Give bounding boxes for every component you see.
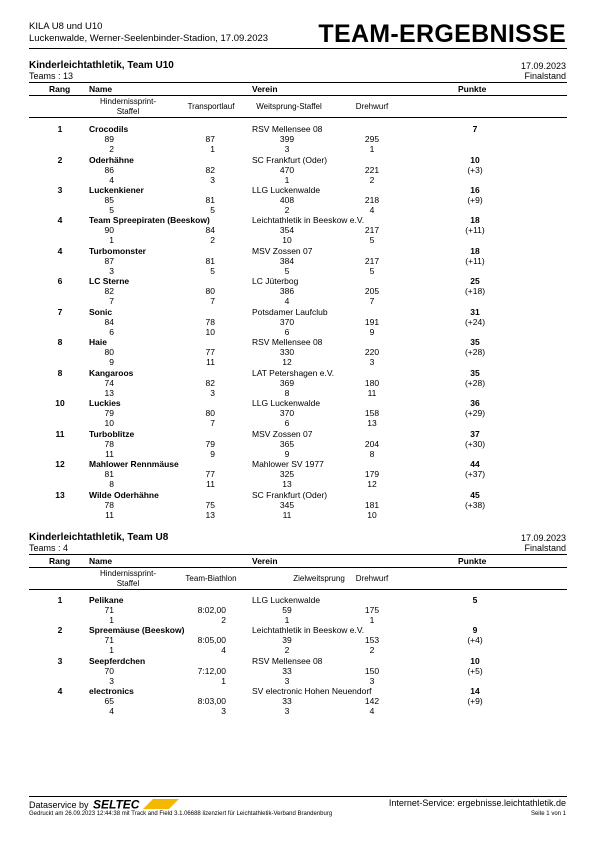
u10-section-title: Kinderleichtathletik, Team U10: [29, 60, 174, 71]
points-delta: (+5): [467, 666, 483, 676]
value-hindernissprint: 90: [104, 225, 114, 235]
rank: 3: [57, 656, 63, 666]
value-hindernissprint: 78: [104, 500, 114, 510]
place-transportlauf: 11: [206, 479, 215, 489]
value-drehwurf: 180: [364, 378, 380, 388]
place-transportlauf: 7: [210, 418, 215, 428]
value-drehwurf: 191: [364, 317, 380, 327]
place-drehwurf: 3: [369, 357, 375, 367]
place-transportlauf: 9: [210, 449, 215, 459]
place-drehwurf: 7: [369, 296, 375, 306]
team-name: Sonic: [89, 307, 113, 317]
value-hindernissprint: 70: [104, 666, 114, 676]
page-title: TEAM-ERGEBNISSE: [318, 20, 566, 48]
u8-col-name: Name: [89, 556, 113, 566]
club-name: Leichtathletik in Beeskow e.V.: [252, 625, 365, 635]
value-transportlauf: 80: [205, 286, 215, 296]
place-drehwurf: 10: [367, 510, 377, 520]
place-weitsprung: 3: [284, 144, 290, 154]
team-name: Team Spreepiraten (Beeskow): [89, 215, 210, 225]
internet-service-link[interactable]: Internet-Service: ergebnisse.leichtathletik.de: [388, 798, 566, 808]
value-transportlauf: 75: [205, 500, 215, 510]
club-name: SV electronic Hohen Neuendorf: [252, 686, 372, 696]
place-hindernissprint: 9: [109, 357, 114, 367]
place-transportlauf: 2: [210, 235, 215, 245]
rank: 3: [57, 185, 63, 195]
place-transportlauf: 11: [206, 357, 215, 367]
place-weitsprung: 12: [282, 357, 292, 367]
seltec-logo-swoosh: [143, 799, 179, 809]
value-transportlauf: 77: [205, 347, 215, 357]
place-hindernissprint: 3: [109, 266, 114, 276]
place-drehwurf: 12: [367, 479, 377, 489]
club-name: LLG Luckenwalde: [252, 185, 321, 195]
place-weitsprung: 1: [284, 175, 290, 185]
place-weitsprung: 11: [282, 510, 292, 520]
rank: 2: [57, 625, 63, 635]
u10-col-rang: Rang: [49, 84, 71, 94]
club-name: Potsdamer Laufclub: [252, 307, 328, 317]
place-hindernissprint: 1: [109, 235, 114, 245]
value-transportlauf: 78: [205, 317, 215, 327]
header-divider: [29, 48, 567, 49]
value-drehwurf: 217: [364, 256, 380, 266]
value-transportlauf: 87: [205, 134, 215, 144]
value-drehwurf: 295: [364, 134, 380, 144]
place-drehwurf: 2: [369, 175, 375, 185]
u8-subhdr-hindernissprint: Hindernissprint- Staffel: [99, 569, 157, 588]
u10-table-top-border: [29, 82, 567, 83]
u8-section-date: 17.09.2023: [520, 533, 566, 543]
value-hindernissprint: 78: [104, 439, 114, 449]
points-delta: (+18): [464, 286, 486, 296]
value-hindernissprint: 79: [104, 408, 114, 418]
value-hindernissprint: 71: [104, 635, 114, 645]
place-transportlauf: 7: [210, 296, 215, 306]
place-hindernissprint: 5: [109, 205, 114, 215]
place-weitsprung: 4: [284, 296, 290, 306]
points-delta: (+38): [464, 500, 486, 510]
value-hindernissprint: 87: [104, 256, 114, 266]
value-drehwurf: 158: [364, 408, 380, 418]
place-drehwurf: 2: [369, 645, 375, 655]
value-weitsprung: 345: [279, 500, 295, 510]
points: 10: [470, 656, 480, 666]
dataservice-label: Dataservice by: [29, 800, 89, 810]
place-drehwurf: 9: [369, 327, 375, 337]
team-name: LC Sterne: [89, 276, 130, 286]
place-drehwurf: 13: [367, 418, 377, 428]
value-hindernissprint: 71: [104, 605, 114, 615]
value-hindernissprint: 82: [104, 286, 114, 296]
club-name: SC Frankfurt (Oder): [252, 155, 328, 165]
place-transportlauf: 5: [210, 266, 215, 276]
footer-divider: [29, 796, 567, 797]
club-name: LC Jüterbog: [252, 276, 299, 286]
u8-subhdr-team-biathlon: Team-Biathlon: [185, 574, 237, 583]
rank: 8: [57, 368, 63, 378]
value-transportlauf: 84: [205, 225, 215, 235]
u10-subhdr-weitsprung: Weitsprung-Staffel: [256, 102, 322, 111]
seltec-logo-mark: [93, 798, 181, 810]
points: 36: [470, 398, 480, 408]
rank: 11: [55, 429, 65, 439]
points: 45: [470, 490, 480, 500]
place-drehwurf: 4: [369, 706, 375, 716]
club-name: Mahlower SV 1977: [252, 459, 324, 469]
place-hindernissprint: 7: [109, 296, 114, 306]
place-drehwurf: 5: [369, 266, 375, 276]
team-name: Spreemäuse (Beeskow): [89, 625, 185, 635]
u8-subhdr-zielweitsprung: Zielweitsprung: [293, 574, 345, 583]
rank: 13: [55, 490, 65, 500]
value-drehwurf: 221: [364, 165, 380, 175]
place-team-biathlon: 2: [221, 615, 226, 625]
u10-team-entry: [0, 490, 595, 526]
points: 31: [470, 307, 480, 317]
u8-col-punkte: Punkte: [458, 556, 487, 566]
value-transportlauf: 79: [205, 439, 215, 449]
u10-col-name: Name: [89, 84, 113, 94]
points: 14: [470, 686, 480, 696]
rank: 4: [57, 215, 63, 225]
place-weitsprung: 13: [282, 479, 292, 489]
value-zielweitsprung: 33: [282, 666, 292, 676]
place-hindernissprint: 4: [109, 706, 114, 716]
value-transportlauf: 81: [205, 256, 215, 266]
points: 35: [470, 337, 480, 347]
rank: 7: [57, 307, 63, 317]
points-delta: (+30): [464, 439, 486, 449]
u8-subhdr-drehwurf: Drehwurf: [355, 574, 389, 583]
place-hindernissprint: 6: [109, 327, 114, 337]
place-zielweitsprung: 1: [284, 615, 290, 625]
place-weitsprung: 10: [282, 235, 292, 245]
value-weitsprung: 369: [279, 378, 295, 388]
value-drehwurf: 175: [364, 605, 380, 615]
value-drehwurf: 220: [364, 347, 380, 357]
points: 7: [472, 124, 478, 134]
place-transportlauf: 3: [210, 388, 215, 398]
place-weitsprung: 5: [284, 266, 290, 276]
rank: 1: [57, 124, 63, 134]
place-weitsprung: 8: [284, 388, 290, 398]
value-team-biathlon: 8:05,00: [197, 635, 226, 645]
value-drehwurf: 150: [364, 666, 380, 676]
team-name: Luckenkiener: [89, 185, 144, 195]
points-delta: (+3): [467, 165, 483, 175]
u10-subhdr-hindernissprint: Hindernissprint- Staffel: [99, 97, 157, 116]
seltec-logo: [93, 798, 181, 810]
place-drehwurf: 8: [369, 449, 375, 459]
value-team-biathlon: 8:02,00: [197, 605, 226, 615]
points: 35: [470, 368, 480, 378]
value-team-biathlon: 8:03,00: [197, 696, 226, 706]
place-transportlauf: 13: [205, 510, 215, 520]
place-transportlauf: 3: [210, 175, 215, 185]
place-hindernissprint: 1: [109, 645, 114, 655]
value-zielweitsprung: 33: [282, 696, 292, 706]
footer-dataservice: [29, 798, 181, 810]
u8-section-title: Kinderleichtathletik, Team U8: [29, 532, 169, 543]
place-transportlauf: 10: [205, 327, 215, 337]
u10-col-verein: Verein: [252, 84, 278, 94]
value-hindernissprint: 65: [104, 696, 114, 706]
value-weitsprung: 399: [279, 134, 295, 144]
place-team-biathlon: 4: [221, 645, 226, 655]
place-hindernissprint: 4: [109, 175, 114, 185]
u8-header-divider: [29, 567, 567, 568]
value-hindernissprint: 84: [104, 317, 114, 327]
page-number: Seite 1 von 1: [530, 811, 566, 817]
place-drehwurf: 4: [369, 205, 375, 215]
team-name: Wilde Oderhähne: [89, 490, 159, 500]
place-hindernissprint: 1: [109, 615, 114, 625]
value-drehwurf: 205: [364, 286, 380, 296]
u8-subheader-divider: [29, 589, 567, 590]
points: 25: [470, 276, 480, 286]
team-name: Oderhähne: [89, 155, 134, 165]
u8-table-top-border: [29, 554, 567, 555]
u10-team-count: Teams : 13: [29, 71, 74, 81]
place-hindernissprint: 10: [104, 418, 114, 428]
value-zielweitsprung: 59: [282, 605, 292, 615]
place-hindernissprint: 2: [109, 144, 114, 154]
value-hindernissprint: 74: [104, 378, 114, 388]
points-delta: (+29): [464, 408, 486, 418]
points-delta: (+9): [467, 195, 483, 205]
u8-team-count: Teams : 4: [29, 543, 69, 553]
points-delta: (+9): [467, 696, 483, 706]
u10-section-date: 17.09.2023: [520, 61, 566, 71]
place-drehwurf: 1: [369, 144, 375, 154]
u10-subhdr-drehwurf: Drehwurf: [355, 102, 389, 111]
points: 18: [470, 246, 480, 256]
place-hindernissprint: 11: [105, 449, 114, 459]
club-name: LLG Luckenwalde: [252, 398, 321, 408]
rank: 2: [57, 155, 63, 165]
value-team-biathlon: 7:12,00: [197, 666, 226, 676]
value-drehwurf: 204: [364, 439, 380, 449]
value-transportlauf: 80: [205, 408, 215, 418]
u8-team-entry: [0, 686, 595, 722]
place-zielweitsprung: 3: [284, 676, 290, 686]
value-hindernissprint: 81: [104, 469, 114, 479]
team-name: Turboblitze: [89, 429, 135, 439]
u8-col-verein: Verein: [252, 556, 278, 566]
value-drehwurf: 217: [364, 225, 380, 235]
place-weitsprung: 9: [284, 449, 290, 459]
team-name: Crocodils: [89, 124, 129, 134]
value-weitsprung: 470: [279, 165, 295, 175]
team-name: Pelikane: [89, 595, 124, 605]
place-zielweitsprung: 2: [284, 645, 290, 655]
points: 44: [470, 459, 480, 469]
value-drehwurf: 142: [364, 696, 380, 706]
team-name: Mahlower Rennmäuse: [89, 459, 179, 469]
place-drehwurf: 11: [367, 388, 377, 398]
points: 16: [470, 185, 480, 195]
place-hindernissprint: 3: [109, 676, 114, 686]
team-name: Kangaroos: [89, 368, 134, 378]
rank: 4: [57, 686, 63, 696]
place-transportlauf: 5: [210, 205, 215, 215]
place-transportlauf: 1: [210, 144, 215, 154]
place-team-biathlon: 1: [221, 676, 226, 686]
value-weitsprung: 354: [279, 225, 295, 235]
points-delta: (+28): [464, 378, 486, 388]
u8-status: Finalstand: [524, 543, 566, 553]
club-name: SC Frankfurt (Oder): [252, 490, 328, 500]
place-drehwurf: 1: [369, 615, 375, 625]
points-delta: (+11): [465, 225, 485, 235]
u10-subheader-divider: [29, 117, 567, 118]
place-hindernissprint: 8: [109, 479, 114, 489]
club-name: MSV Zossen 07: [252, 429, 313, 439]
points: 10: [470, 155, 480, 165]
team-name: Luckies: [89, 398, 121, 408]
event-name: KILA U8 und U10: [29, 21, 103, 32]
value-weitsprung: 365: [279, 439, 295, 449]
team-name: Turbomonster: [89, 246, 146, 256]
event-venue-date: Luckenwalde, Werner-Seelenbinder-Stadion, 17.09.2023: [29, 33, 269, 44]
club-name: RSV Mellensee 08: [252, 656, 323, 666]
place-drehwurf: 3: [369, 676, 375, 686]
place-drehwurf: 5: [369, 235, 375, 245]
team-name: Haie: [89, 337, 107, 347]
rank: 1: [57, 595, 63, 605]
value-drehwurf: 218: [364, 195, 380, 205]
u10-header-divider: [29, 95, 567, 96]
value-transportlauf: 77: [205, 469, 215, 479]
value-transportlauf: 82: [205, 378, 215, 388]
value-weitsprung: 386: [279, 286, 295, 296]
points-delta: (+24): [464, 317, 486, 327]
value-weitsprung: 370: [279, 408, 295, 418]
u10-subhdr-transportlauf: Transportlauf: [187, 102, 235, 111]
rank: 4: [57, 246, 63, 256]
points: 5: [472, 595, 478, 605]
place-weitsprung: 2: [284, 205, 290, 215]
value-drehwurf: 181: [364, 500, 380, 510]
value-hindernissprint: 89: [104, 134, 114, 144]
place-weitsprung: 6: [284, 327, 290, 337]
club-name: RSV Mellensee 08: [252, 337, 323, 347]
place-team-biathlon: 3: [221, 706, 226, 716]
points-delta: (+37): [464, 469, 486, 479]
place-zielweitsprung: 3: [284, 706, 290, 716]
print-info: Gedruckt am 26.09.2023 12:44:38 mit Track and Field 3.1.06688 lizenziert für Leichtathletik-Verband Brandenburg: [29, 811, 333, 817]
rank: 10: [55, 398, 65, 408]
points-delta: (+28): [464, 347, 486, 357]
rank: 12: [55, 459, 65, 469]
club-name: RSV Mellensee 08: [252, 124, 323, 134]
place-weitsprung: 6: [284, 418, 290, 428]
u8-col-rang: Rang: [49, 556, 71, 566]
club-name: LLG Luckenwalde: [252, 595, 321, 605]
value-hindernissprint: 80: [104, 347, 114, 357]
value-drehwurf: 179: [364, 469, 380, 479]
place-hindernissprint: 11: [105, 510, 114, 520]
value-weitsprung: 370: [279, 317, 295, 327]
u10-status: Finalstand: [524, 71, 566, 81]
value-weitsprung: 408: [279, 195, 295, 205]
value-transportlauf: 81: [205, 195, 215, 205]
value-hindernissprint: 85: [104, 195, 114, 205]
rank: 8: [57, 337, 63, 347]
event-info: [29, 21, 268, 45]
value-drehwurf: 153: [364, 635, 380, 645]
team-name: electronics: [89, 686, 134, 696]
rank: 6: [57, 276, 63, 286]
points: 18: [470, 215, 480, 225]
team-name: Seepferdchen: [89, 656, 146, 666]
value-transportlauf: 82: [205, 165, 215, 175]
value-zielweitsprung: 39: [282, 635, 292, 645]
points: 37: [470, 429, 480, 439]
points-delta: (+11): [465, 256, 485, 266]
place-hindernissprint: 13: [104, 388, 114, 398]
club-name: Leichtathletik in Beeskow e.V.: [252, 215, 365, 225]
u10-col-punkte: Punkte: [458, 84, 487, 94]
value-weitsprung: 330: [279, 347, 295, 357]
club-name: MSV Zossen 07: [252, 246, 313, 256]
seltec-logo-text: SELTEC: [93, 798, 140, 810]
points: 9: [472, 625, 478, 635]
value-hindernissprint: 86: [104, 165, 114, 175]
value-weitsprung: 325: [279, 469, 295, 479]
club-name: LAT Petershagen e.V.: [252, 368, 335, 378]
points-delta: (+4): [467, 635, 483, 645]
value-weitsprung: 384: [279, 256, 295, 266]
